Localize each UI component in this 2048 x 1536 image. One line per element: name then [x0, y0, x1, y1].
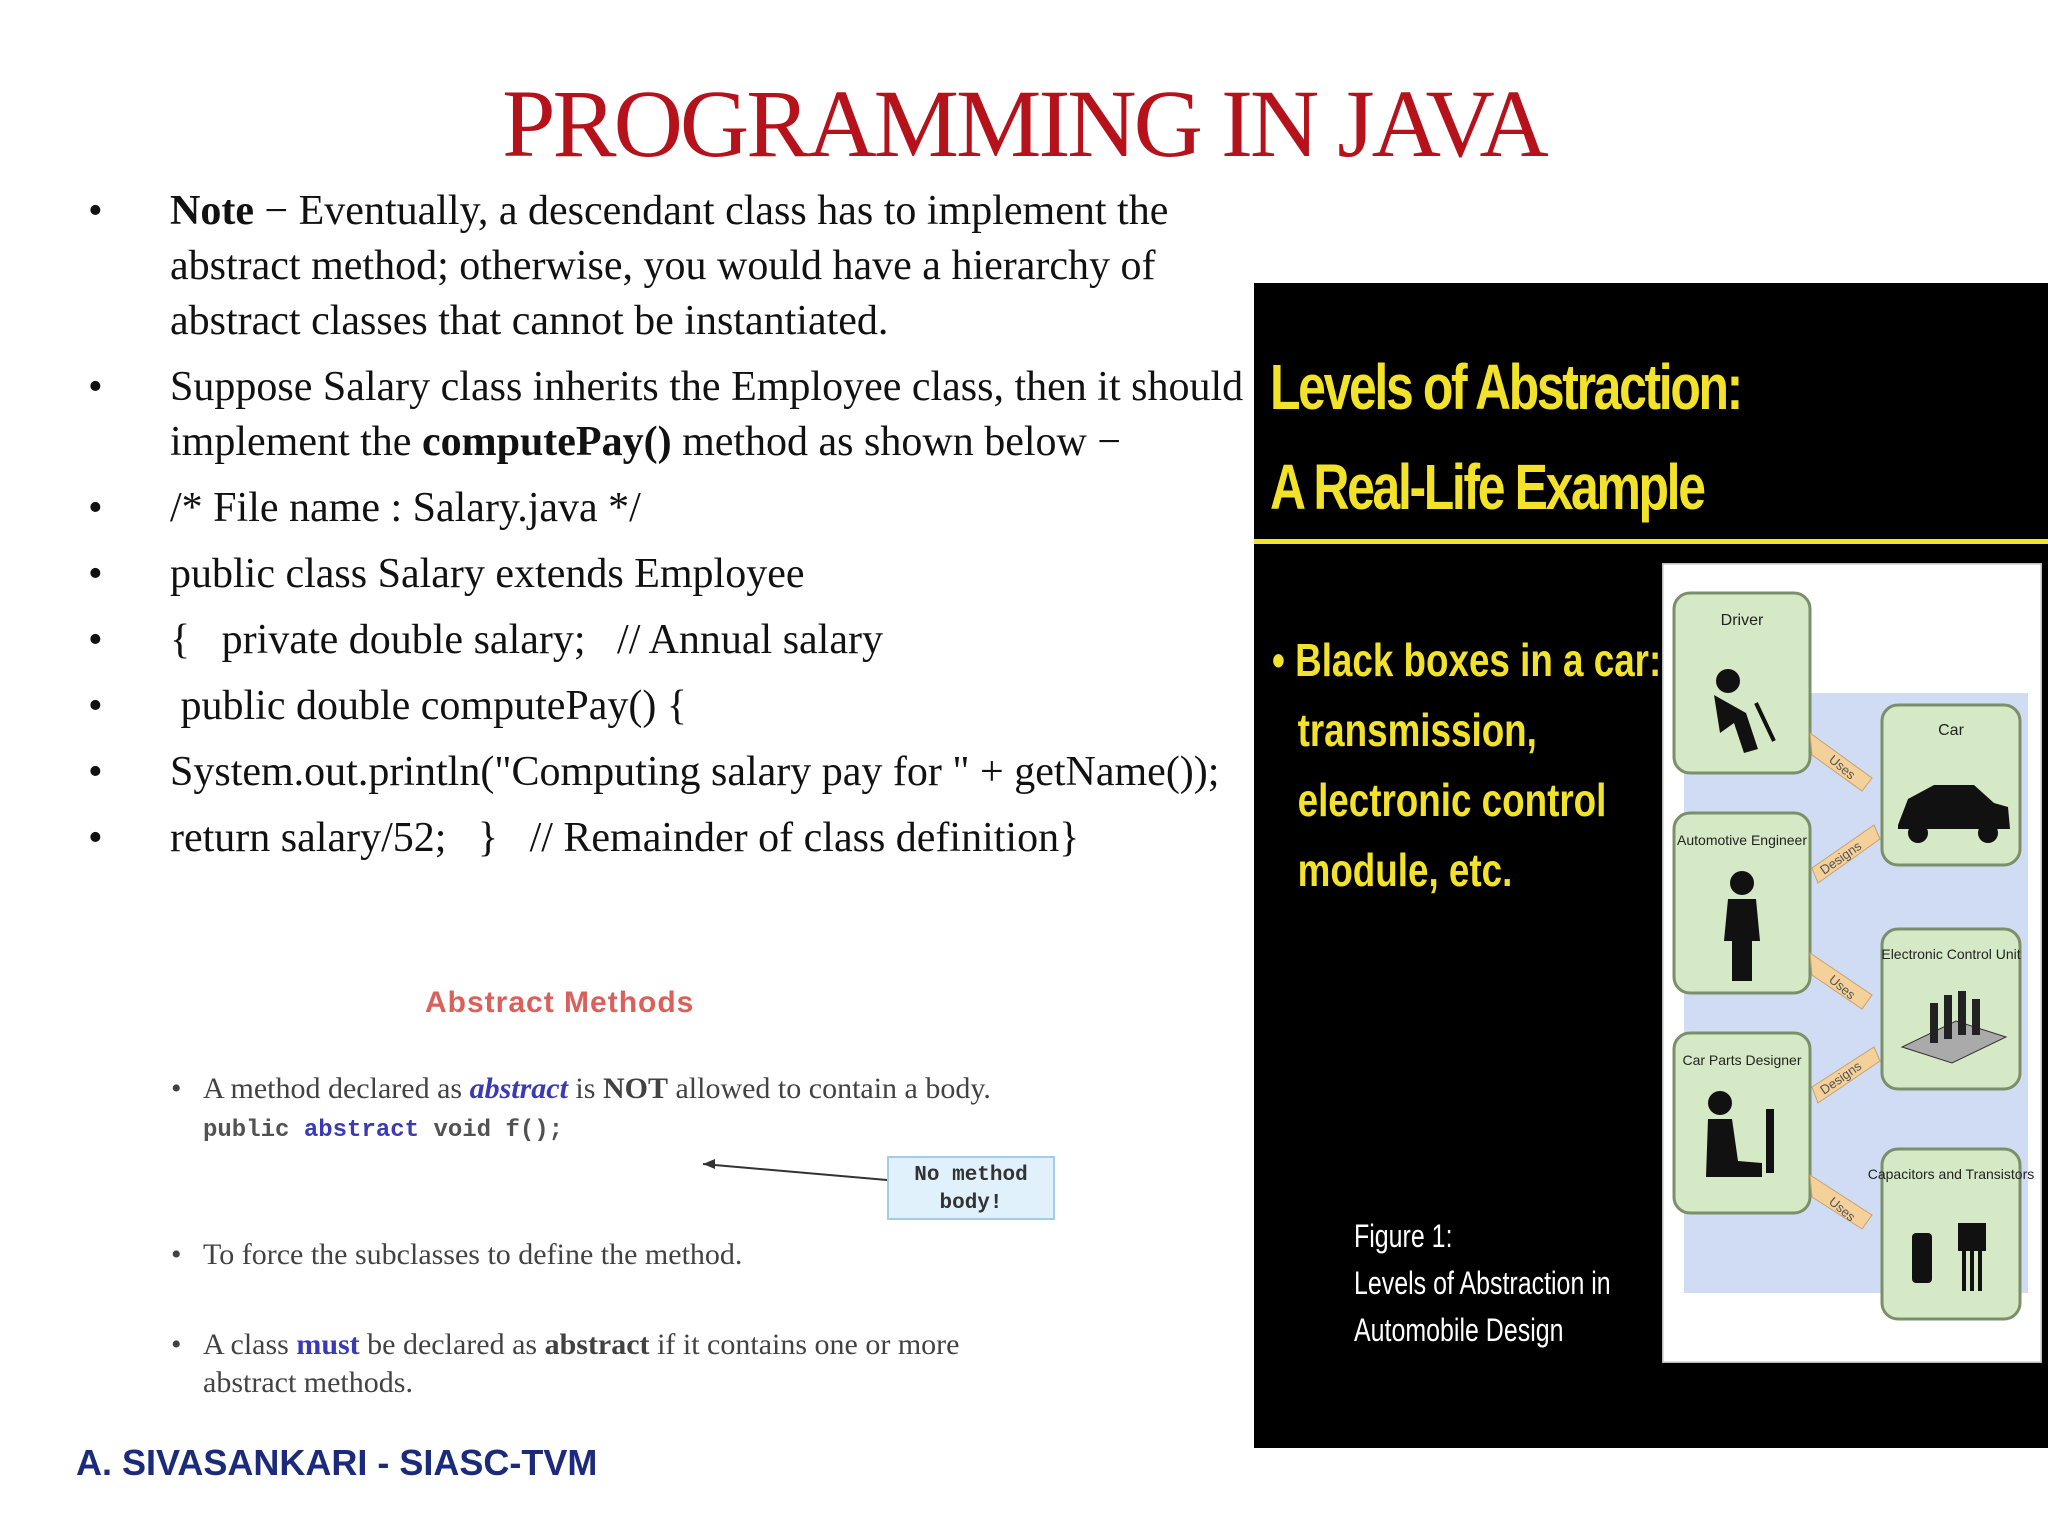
bullet-marker: • [88, 485, 103, 531]
figure-caption-line: Automobile Design [1354, 1312, 1564, 1348]
image-title-line: Levels of Abstraction: [1270, 351, 1741, 423]
must-keyword: must [296, 1328, 360, 1361]
uses-label: Uses [1826, 971, 1859, 1003]
code-snippet: void f(); [419, 1117, 564, 1144]
bullet-marker: • [88, 551, 103, 597]
bullet-item [88, 679, 1268, 734]
image-title-line: A Real-Life Example [1270, 451, 1704, 523]
ecu-label: Electronic Control Unit [1881, 946, 2021, 962]
code-line-method: public double computePay() { [170, 683, 688, 729]
bullet-marker: • [88, 617, 103, 663]
abstract-item-text: be declared as [359, 1328, 545, 1361]
salary-text-pre: Suppose Salary class inherits the Employee class, then it should implement the [170, 364, 1244, 465]
code-line-println: System.out.println("Computing salary pay for " + getName()); [170, 749, 1220, 795]
abstract-methods-image [155, 980, 1075, 1420]
abstract-item: • To force the subclasses to define the method. [171, 1236, 1051, 1274]
capacitor-label: Capacitors and Transistors [1867, 1166, 2035, 1182]
code-snippet: public [203, 1117, 304, 1144]
image-bullet-line: module, etc. [1297, 844, 1513, 896]
code-line-field: { private double salary; // Annual salary [170, 617, 883, 663]
footer-author: A. SIVASANKARI - SIASC-TVM [76, 1442, 598, 1483]
abstract-keyword: abstract [469, 1072, 568, 1105]
abstract-item-text: A class [203, 1328, 297, 1361]
abstraction-diagram [1662, 563, 2042, 1363]
engineer-label: Automotive Engineer [1677, 832, 1807, 848]
figure-caption [1354, 1213, 1611, 1354]
figure-caption-line: Figure 1: [1354, 1218, 1453, 1254]
image-bullet-line: transmission, [1297, 704, 1537, 756]
bullet-item [88, 360, 1268, 470]
image-title [1270, 337, 1741, 537]
bullet-item [88, 613, 1268, 668]
abstract-item-text: allowed to contain a body. [667, 1072, 991, 1105]
uses-label: Uses [1826, 1193, 1859, 1225]
abstract-item-text: To force the subclasses to define the method. [203, 1238, 743, 1271]
abstract-item-text: if it contains one or more abstract methods. [203, 1328, 960, 1399]
computepay-label: computePay() [421, 419, 672, 465]
slide-title: PROGRAMMING IN JAVA [502, 70, 1546, 177]
bullet-item [88, 481, 1268, 536]
abstract-methods-title: Abstract Methods [425, 986, 695, 1019]
bullet-item [88, 547, 1268, 602]
not-keyword: NOT [602, 1072, 668, 1105]
designs-label: Designs [1817, 838, 1865, 878]
bullet-marker: • [88, 683, 103, 729]
code-keyword: abstract [303, 1117, 420, 1144]
abstract-item: • A method declared as abstract is NOT allowed to contain a body. public abstract void f(); [171, 1072, 991, 1144]
abstract-item: • A class must be declared as abstract if it contains one or more abstract methods. [171, 1328, 960, 1399]
salary-text-post: method as shown below − [671, 419, 1122, 465]
bullet-marker: • [88, 749, 103, 795]
bullet-list [88, 184, 1268, 877]
divider [1254, 539, 2048, 544]
bullet-marker: • [88, 815, 103, 861]
driver-label: Driver [1720, 612, 1764, 629]
bullet-marker: • [88, 188, 103, 234]
car-label: Car [1938, 722, 1964, 739]
no-method-body-callout: No method body! [887, 1156, 1055, 1220]
abstraction-example-image [1254, 283, 2048, 1448]
code-line-class: public class Salary extends Employee [170, 551, 805, 597]
figure-caption-line: Levels of Abstraction in [1354, 1265, 1611, 1301]
bullet-marker: • [88, 364, 103, 410]
note-label: Note [170, 188, 254, 234]
uses-label: Uses [1826, 751, 1859, 783]
bullet-item [88, 184, 1268, 349]
code-line-return: return salary/52; } // Remainder of class definition} [170, 815, 1080, 861]
abstract-keyword: abstract [544, 1328, 650, 1361]
bullet-item [88, 745, 1268, 800]
code-line-filename: /* File name : Salary.java */ [170, 485, 641, 531]
designer-label: Car Parts Designer [1682, 1052, 1802, 1068]
note-text: − Eventually, a descendant class has to implement the abstract method; otherwise, you would have a hierarchy of abstract classes that cannot be instantiated. [170, 188, 1169, 344]
image-bullet-line: electronic control [1297, 774, 1607, 826]
designs-label: Designs [1817, 1058, 1865, 1098]
image-bullet-text: Black boxes in a car: [1295, 634, 1662, 686]
image-bullet: • Black boxes in a car: transmission, electronic control module, etc. [1272, 625, 1661, 905]
bullet-item [88, 811, 1268, 866]
abstract-item-text: is [567, 1072, 603, 1105]
abstract-item-text: A method declared as [203, 1072, 470, 1105]
